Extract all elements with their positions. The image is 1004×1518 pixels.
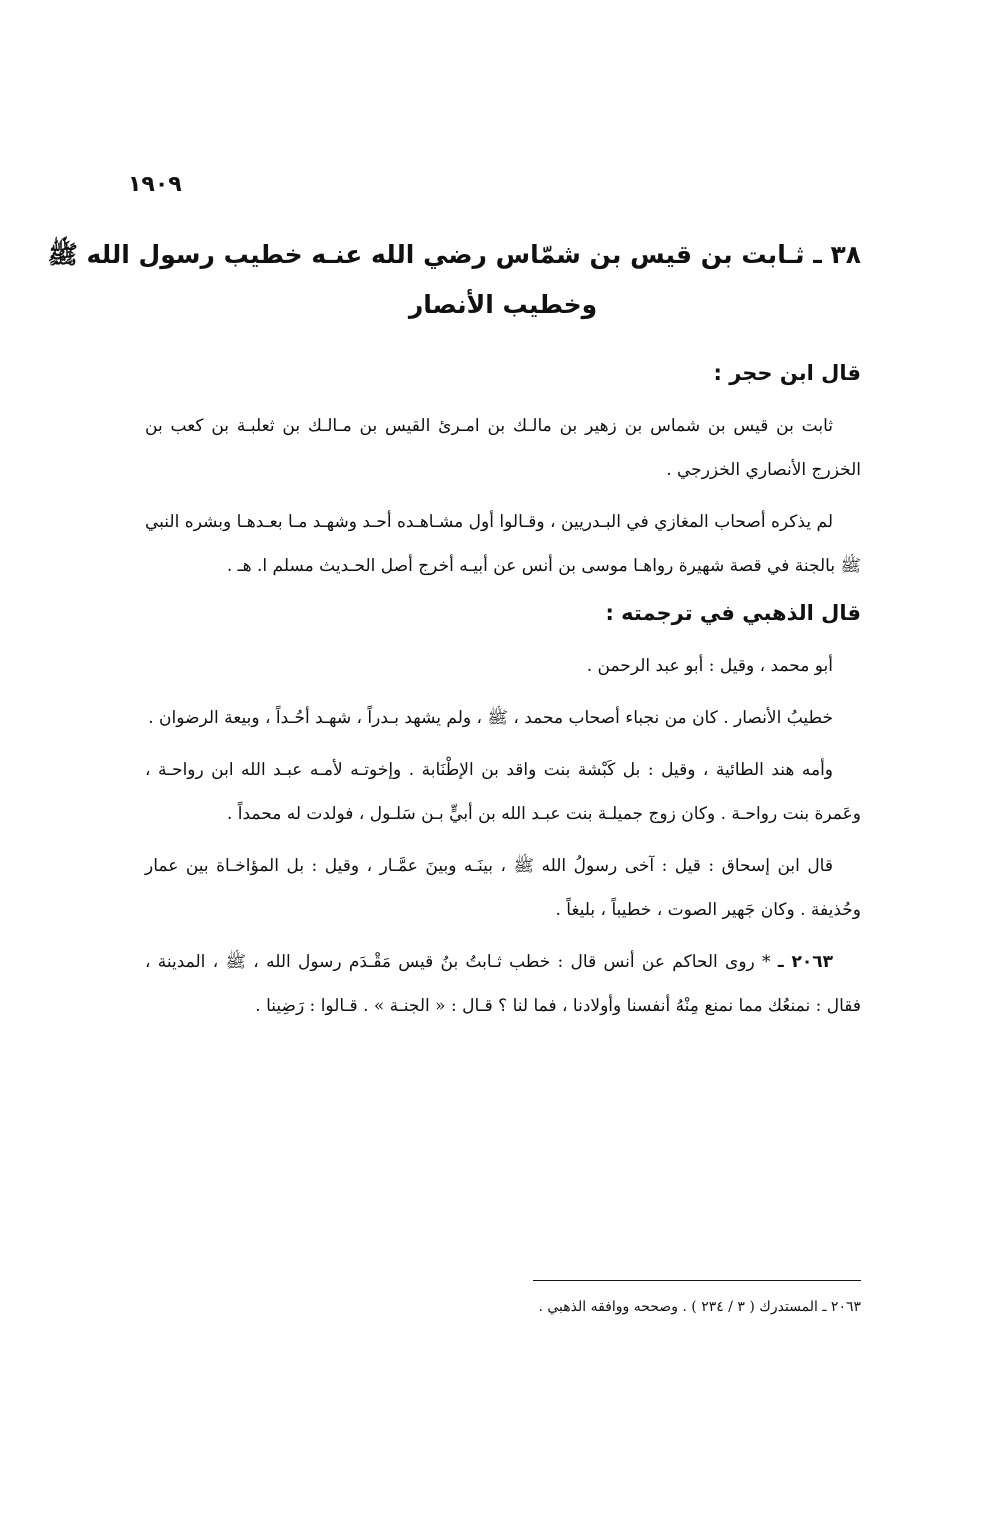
paragraph: لم يذكره أصحاب المغازي في البـدريين ، وقـالوا أول مشـاهـده أحـد وشهـد مـا بعـدهـا وبشره النبي ﷺ بالجنة في قصة شهيرة رواهـا موسى بن أنس عن أبيـه أخرج أصل الحـديث مسلم ا. هـ . xyxy=(145,512,861,576)
section-heading-ibn-hajar: قال ابن حجر : xyxy=(713,361,861,385)
paragraph: خطيبُ الأنصار . كان من نجباء أصحاب محمد ، ﷺ ، ولم يشهد بـدراً ، شهـد أحُـداً ، وبيعة الرضوان . xyxy=(148,708,833,728)
hadith-number: ٢٠٦٣ ـ xyxy=(777,952,833,972)
main-text xyxy=(47,230,861,1036)
chapter-title xyxy=(47,230,861,330)
paragraph: قال ابن إسحاق : قيل : آخى رسولُ الله ﷺ ، بينَـه وبينَ عمَّـار ، وقيل : بل المؤاخـاة بين عمار وحُذيفة . وكان جَهير الصوت ، خطيباً ، بليغاً . xyxy=(145,856,861,920)
paragraph: وأمه هند الطائية ، وقيل : بل كَبْشة بنت واقد بن الإطْنَابة . وإخوتـه لأمـه عبـد الله ابن رواحـة ، وعَمرة بنت رواحـة . وكان زوج جميلـة بنت عبـد الله بن أبيٍّ بـن سَلـول ، فولدت له محمداً . xyxy=(145,760,861,824)
footnote-divider xyxy=(533,1280,861,1281)
paragraph: ثابت بن قيس بن شماس بن زهير بن مالـك بن امـرئ القيس بن مـالـك بن ثعلبـة بن كعب بن الخزرج الأنصاري الخزرجي . xyxy=(145,416,861,480)
page-number: ١٩٠٩ xyxy=(128,172,182,197)
section-heading-dhahabi: قال الذهبي في ترجمته : xyxy=(605,601,861,625)
hadith-paragraph xyxy=(145,940,861,1028)
chapter-title-line-2: وخطيب الأنصار xyxy=(408,290,598,319)
paragraph: أبو محمد ، وقيل : أبو عبد الرحمن . xyxy=(586,656,833,676)
hadith-text: * روى الحاكم عن أنس قال : خطب ثـابتُ بنُ قيس مَقْـدَم رسول الله ، ﷺ ، المدينة ، فقال : نمنعُك مما نمنع مِنْهُ أنفسنا وأولادنا ، فما لنا ؟ قـال : « الجنـة » . قـالوا : رَضِينا . xyxy=(145,952,861,1016)
footnote: ٢٠٦٣ ـ المستدرك ( ٣ / ٢٣٤ ) . وصححه ووافقه الذهبي . xyxy=(538,1299,861,1315)
chapter-title-line-1: ٣٨ ـ ثـابت بن قيس بن شمّاس رضي الله عنـه خطيب رسول الله ﷺ xyxy=(47,240,861,269)
